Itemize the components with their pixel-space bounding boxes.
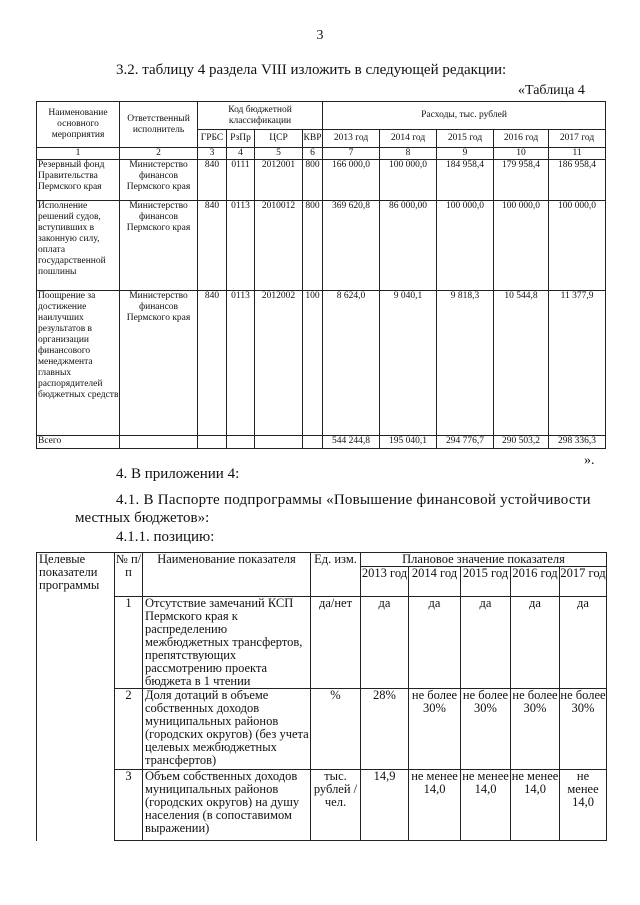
row-value: не менее 14,0 <box>461 770 511 841</box>
row-indicator: Доля дотаций в объеме собственных доходов муниципальных районов (городских округов) (без учета целевых межбюджетных трансфертов) <box>143 689 311 770</box>
row-value: 8 624,0 <box>323 291 380 436</box>
total-value: 298 336,3 <box>549 436 606 449</box>
header-indicator: Наименование показателя <box>143 553 311 597</box>
row-name: Исполнение решений судов, вступивших в законную силу, оплата государственной пошлины <box>37 201 120 291</box>
header-expenses-group: Расходы, тыс. рублей <box>323 102 606 130</box>
total-value: 290 503,2 <box>494 436 549 449</box>
row-grbs: 840 <box>198 291 227 436</box>
column-number: 1 <box>37 148 120 160</box>
row-rzpr: 0113 <box>227 201 255 291</box>
row-no: 2 <box>115 689 143 770</box>
row-value: да <box>461 597 511 689</box>
row-indicator: Объем собственных доходов муниципальных районов (городских округов) на душу населения (в сопоставимом выражении) <box>143 770 311 841</box>
column-number: 6 <box>303 148 323 160</box>
column-number: 8 <box>380 148 437 160</box>
header-year: 2017 год <box>560 567 607 597</box>
row-value: 100 000,0 <box>437 201 494 291</box>
page-number: 3 <box>316 28 324 43</box>
table-row <box>37 160 606 201</box>
header-year: 2013 год <box>361 567 409 597</box>
total-value: 294 776,7 <box>437 436 494 449</box>
total-value: 195 040,1 <box>380 436 437 449</box>
row-csr: 2012001 <box>255 160 303 201</box>
header-rzpr: РзПр <box>227 130 255 148</box>
item-4: 4. В приложении 4: <box>116 466 240 482</box>
row-value: не менее 14,0 <box>511 770 560 841</box>
header-year: 2016 год <box>511 567 560 597</box>
header-year: 2016 год <box>494 130 549 148</box>
row-value: 186 958,4 <box>549 160 606 201</box>
row-unit: % <box>311 689 361 770</box>
row-value: не более 30% <box>560 689 607 770</box>
item-4-1-line2: местных бюджетов»: <box>75 510 210 526</box>
table-row <box>37 689 607 770</box>
row-grbs: 840 <box>198 201 227 291</box>
table-row <box>37 201 606 291</box>
column-number: 10 <box>494 148 549 160</box>
row-value: не более 30% <box>461 689 511 770</box>
row-value: 9 040,1 <box>380 291 437 436</box>
row-unit: тыс. рублей /чел. <box>311 770 361 841</box>
header-name: Наименование основного мероприятия <box>37 102 120 148</box>
row-name: Резервный фонд Правительства Пермского края <box>37 160 120 201</box>
total-row <box>37 436 606 449</box>
row-value: не более 30% <box>409 689 461 770</box>
row-executor: Министерство финансов Пермского края <box>120 291 198 436</box>
row-value: 14,9 <box>361 770 409 841</box>
table-row <box>37 597 607 689</box>
header-year: 2013 год <box>323 130 380 148</box>
row-kvr: 800 <box>303 201 323 291</box>
row-value: 184 958,4 <box>437 160 494 201</box>
item-4-1-line1: 4.1. В Паспорте подпрограммы «Повышение финансовой устойчивости <box>116 492 591 508</box>
column-number: 4 <box>227 148 255 160</box>
row-unit: да/нет <box>311 597 361 689</box>
row-value: да <box>560 597 607 689</box>
goals-header: Целевые показатели программы <box>37 553 115 841</box>
row-value: 100 000,0 <box>494 201 549 291</box>
row-kvr: 800 <box>303 160 323 201</box>
column-number: 7 <box>323 148 380 160</box>
row-value: 179 958,4 <box>494 160 549 201</box>
row-value: 9 818,3 <box>437 291 494 436</box>
row-executor: Министерство финансов Пермского края <box>120 160 198 201</box>
row-csr: 2010012 <box>255 201 303 291</box>
row-executor: Министерство финансов Пермского края <box>120 201 198 291</box>
total-value: 544 244,8 <box>323 436 380 449</box>
header-csr: ЦСР <box>255 130 303 148</box>
table-4 <box>36 101 606 449</box>
header-year: 2014 год <box>380 130 437 148</box>
table-row <box>37 291 606 436</box>
row-value: 11 377,9 <box>549 291 606 436</box>
header-grbs: ГРБС <box>198 130 227 148</box>
row-rzpr: 0111 <box>227 160 255 201</box>
row-value: да <box>511 597 560 689</box>
row-value: не более 30% <box>511 689 560 770</box>
row-no: 1 <box>115 597 143 689</box>
column-number: 5 <box>255 148 303 160</box>
row-kvr: 100 <box>303 291 323 436</box>
header-kvr: КВР <box>303 130 323 148</box>
row-value: 86 000,00 <box>380 201 437 291</box>
row-value: да <box>409 597 461 689</box>
table-row <box>37 770 607 841</box>
table-caption: «Таблица 4 <box>518 83 585 98</box>
row-name: Поощрение за достижение наилучших результатов в организации финансового менеджмента главных распорядителей бюджетных средств <box>37 291 120 436</box>
row-rzpr: 0113 <box>227 291 255 436</box>
row-value: 369 620,8 <box>323 201 380 291</box>
header-year: 2015 год <box>461 567 511 597</box>
section-3-2-heading: 3.2. таблицу 4 раздела VIII изложить в следующей редакции: <box>116 62 507 78</box>
item-4-1-1: 4.1.1. позицию: <box>116 529 215 545</box>
header-code-group: Код бюджетной классификации <box>198 102 323 130</box>
header-unit: Ед. изм. <box>311 553 361 597</box>
row-value: 100 000,0 <box>380 160 437 201</box>
header-year: 2015 год <box>437 130 494 148</box>
row-value: 10 544,8 <box>494 291 549 436</box>
target-indicators-table <box>36 552 607 841</box>
header-executor: Ответственный исполнитель <box>120 102 198 148</box>
row-value: 166 000,0 <box>323 160 380 201</box>
column-number: 9 <box>437 148 494 160</box>
row-indicator: Отсутствие замечаний КСП Пермского края к распределению межбюджетных трансфертов, препятствующих рассмотрению проекта бюджета в 1 чтении <box>143 597 311 689</box>
column-number: 2 <box>120 148 198 160</box>
column-number: 3 <box>198 148 227 160</box>
total-label: Всего <box>37 436 120 449</box>
table-close-mark: ». <box>584 453 595 468</box>
header-year: 2014 год <box>409 567 461 597</box>
row-value: не менее 14,0 <box>560 770 607 841</box>
row-value: 28% <box>361 689 409 770</box>
header-year: 2017 год <box>549 130 606 148</box>
row-value: 100 000,0 <box>549 201 606 291</box>
row-csr: 2012002 <box>255 291 303 436</box>
row-no: 3 <box>115 770 143 841</box>
header-plan: Плановое значение показателя <box>361 553 607 567</box>
header-no: № п/п <box>115 553 143 597</box>
row-grbs: 840 <box>198 160 227 201</box>
row-value: не менее 14,0 <box>409 770 461 841</box>
column-number: 11 <box>549 148 606 160</box>
row-value: да <box>361 597 409 689</box>
